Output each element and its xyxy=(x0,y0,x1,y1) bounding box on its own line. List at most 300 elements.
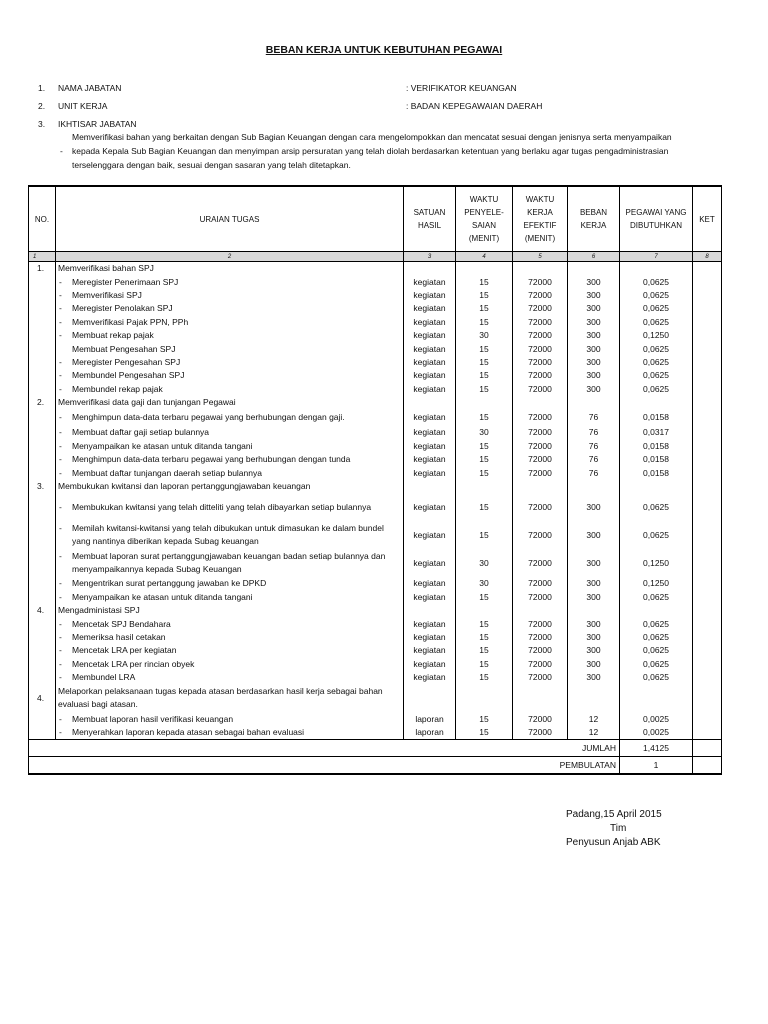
task-text: Mengentrikan surat pertanggung jawaban ke DPKD xyxy=(72,578,267,589)
waktu-cell: 15 xyxy=(456,726,513,740)
satuan-cell: kegiatan xyxy=(404,617,456,630)
satuan-cell: kegiatan xyxy=(404,409,456,426)
task-text: Membuat daftar tunjangan daerah setiap bulannya xyxy=(72,467,262,478)
row-number xyxy=(29,658,56,671)
task-description xyxy=(56,275,404,288)
header-no: NO. xyxy=(29,186,56,252)
pegawai-cell: 0,1250 xyxy=(620,329,693,342)
task-text: Menghimpun data-data terbaru pegawai yang berhubungan dengan gaji. xyxy=(72,412,345,423)
task-text: Memeriksa hasil cetakan xyxy=(72,632,166,642)
table-row xyxy=(29,289,722,302)
task-description xyxy=(56,521,404,549)
task-description xyxy=(56,369,404,382)
waktu-cell xyxy=(456,396,513,409)
beban-cell: 300 xyxy=(568,302,620,315)
beban-cell: 76 xyxy=(568,440,620,453)
header-waktu-penyelesaian: WAKTU PENYELE- SAIAN (MENIT) xyxy=(456,186,513,252)
table-row xyxy=(29,369,722,382)
table-row xyxy=(29,302,722,315)
ket-cell xyxy=(693,671,722,684)
task-dash: - xyxy=(59,370,62,381)
satuan-cell: kegiatan xyxy=(404,302,456,315)
table-row xyxy=(29,684,722,712)
header-beban: BEBAN KERJA xyxy=(568,186,620,252)
row-number xyxy=(29,521,56,549)
beban-cell: 300 xyxy=(568,275,620,288)
jumlah-label: JUMLAH xyxy=(29,740,620,757)
task-dash: - xyxy=(59,316,62,327)
task-description xyxy=(56,631,404,644)
satuan-cell: kegiatan xyxy=(404,369,456,382)
pegawai-cell: 0,1250 xyxy=(620,577,693,590)
efektif-cell: 72000 xyxy=(513,453,568,466)
beban-cell: 300 xyxy=(568,289,620,302)
task-description xyxy=(56,726,404,740)
ket-cell xyxy=(693,549,722,577)
ikhtisar-line: terselenggara dengan baik, sesuai dengan sasaran yang telah ditetapkan. xyxy=(72,160,351,170)
task-text: Mencetak SPJ Bendahara xyxy=(72,618,171,629)
pembulatan-row xyxy=(29,757,722,775)
satuan-cell: kegiatan xyxy=(404,549,456,577)
waktu-cell xyxy=(456,684,513,712)
row-number xyxy=(29,426,56,439)
waktu-cell: 15 xyxy=(456,409,513,426)
waktu-cell: 30 xyxy=(456,426,513,439)
pegawai-cell: 0,0625 xyxy=(620,521,693,549)
table-row xyxy=(29,493,722,521)
task-dash: - xyxy=(59,467,62,478)
efektif-cell: 72000 xyxy=(513,316,568,329)
signature-line: Penyusun Anjab ABK xyxy=(566,837,661,848)
ket-cell xyxy=(693,617,722,630)
table-row xyxy=(29,356,722,369)
task-dash: - xyxy=(59,551,62,562)
satuan-cell: kegiatan xyxy=(404,275,456,288)
task-dash: - xyxy=(59,658,62,669)
waktu-cell: 15 xyxy=(456,342,513,355)
task-description xyxy=(56,577,404,590)
task-dash: - xyxy=(59,591,62,602)
beban-cell: 300 xyxy=(568,549,620,577)
jumlah-row xyxy=(29,740,722,757)
info-value-unit-kerja: : BADAN KEPEGAWAIAN DAERAH xyxy=(406,101,543,111)
task-rows xyxy=(29,262,722,740)
task-description xyxy=(56,289,404,302)
beban-cell: 300 xyxy=(568,329,620,342)
waktu-cell: 15 xyxy=(456,289,513,302)
ket-cell xyxy=(693,275,722,288)
table-row xyxy=(29,329,722,342)
satuan-cell: laporan xyxy=(404,726,456,740)
satuan-cell: kegiatan xyxy=(404,631,456,644)
workload-table xyxy=(28,185,722,775)
task-heading: Mengadministasi SPJ xyxy=(58,605,140,616)
ket-cell xyxy=(693,302,722,315)
task-description xyxy=(56,316,404,329)
table-row xyxy=(29,644,722,657)
beban-cell: 76 xyxy=(568,409,620,426)
beban-cell: 300 xyxy=(568,631,620,644)
waktu-cell: 15 xyxy=(456,302,513,315)
efektif-cell: 72000 xyxy=(513,658,568,671)
table-row xyxy=(29,712,722,725)
row-number xyxy=(29,726,56,740)
pegawai-cell: 0,0158 xyxy=(620,409,693,426)
row-number xyxy=(29,617,56,630)
task-dash: - xyxy=(59,632,62,642)
waktu-cell: 15 xyxy=(456,712,513,725)
row-number xyxy=(29,369,56,382)
efektif-cell: 72000 xyxy=(513,329,568,342)
waktu-cell: 30 xyxy=(456,329,513,342)
efektif-cell xyxy=(513,262,568,276)
satuan-cell: kegiatan xyxy=(404,356,456,369)
table-row xyxy=(29,342,722,355)
satuan-cell: kegiatan xyxy=(404,440,456,453)
satuan-cell xyxy=(404,684,456,712)
task-description xyxy=(56,658,404,671)
efektif-cell: 72000 xyxy=(513,275,568,288)
table-row xyxy=(29,316,722,329)
header-ket: KET xyxy=(693,186,722,252)
pegawai-cell: 0,0625 xyxy=(620,316,693,329)
task-text: Menyerahkan laporan kepada atasan sebagai bahan evaluasi xyxy=(72,726,305,737)
pegawai-cell: 0,0625 xyxy=(620,369,693,382)
pegawai-cell: 0,0625 xyxy=(620,302,693,315)
satuan-cell: laporan xyxy=(404,712,456,725)
ket-cell xyxy=(693,644,722,657)
ket-cell xyxy=(693,369,722,382)
waktu-cell: 15 xyxy=(456,671,513,684)
ket-cell xyxy=(693,409,722,426)
task-text: Membukukan kwitansi yang telah ditteliti yang telah dibayarkan setiap bulannya xyxy=(72,501,372,512)
waktu-cell: 15 xyxy=(456,453,513,466)
task-description xyxy=(56,356,404,369)
task-dash: - xyxy=(59,412,62,423)
pegawai-cell: 0,0158 xyxy=(620,440,693,453)
efektif-cell: 72000 xyxy=(513,289,568,302)
task-dash: - xyxy=(59,330,62,341)
efektif-cell: 72000 xyxy=(513,617,568,630)
row-number xyxy=(29,289,56,302)
pegawai-cell xyxy=(620,684,693,712)
efektif-cell: 72000 xyxy=(513,426,568,439)
beban-cell: 300 xyxy=(568,617,620,630)
task-text: Membundel rekap pajak xyxy=(72,383,163,394)
task-description xyxy=(56,591,404,604)
beban-cell xyxy=(568,684,620,712)
task-description xyxy=(56,644,404,657)
row-number xyxy=(29,316,56,329)
waktu-cell xyxy=(456,604,513,617)
ket-cell xyxy=(693,426,722,439)
task-text: Mencetak LRA per rincian obyek xyxy=(72,658,195,669)
task-description xyxy=(56,262,404,276)
task-heading: Membukukan kwitansi dan laporan pertanggungjawaban keuangan xyxy=(58,481,311,492)
waktu-cell: 15 xyxy=(456,644,513,657)
row-number xyxy=(29,591,56,604)
table-header-row xyxy=(29,186,722,252)
efektif-cell xyxy=(513,396,568,409)
row-number xyxy=(29,356,56,369)
satuan-cell: kegiatan xyxy=(404,329,456,342)
signature-line: Tim xyxy=(610,823,627,834)
document-title: BEBAN KERJA UNTUK KEBUTUHAN PEGAWAI xyxy=(265,44,503,56)
beban-cell: 300 xyxy=(568,356,620,369)
efektif-cell xyxy=(513,684,568,712)
task-dash: - xyxy=(59,713,62,724)
ket-cell xyxy=(693,329,722,342)
satuan-cell: kegiatan xyxy=(404,316,456,329)
ket-cell xyxy=(693,604,722,617)
task-text: Membuat laporan surat pertanggungjawaban keuangan badan setiap bulannya dan menyampaikannya kepada Subag Keuangan xyxy=(72,551,386,575)
task-text: Memverifikasi Pajak PPN, PPh xyxy=(72,316,189,327)
task-heading: Memverifikasi data gaji dan tunjangan Pegawai xyxy=(58,397,236,408)
task-heading: Memverifikasi bahan SPJ xyxy=(58,263,154,274)
waktu-cell: 15 xyxy=(456,275,513,288)
satuan-cell: kegiatan xyxy=(404,453,456,466)
satuan-cell: kegiatan xyxy=(404,671,456,684)
beban-cell: 300 xyxy=(568,577,620,590)
task-description xyxy=(56,549,404,577)
task-text: Meregister Penerimaan SPJ xyxy=(72,276,179,287)
table-row xyxy=(29,426,722,439)
ket-cell xyxy=(693,480,722,493)
info-number: 2. xyxy=(38,101,46,111)
header-pegawai: PEGAWAI YANG DIBUTUHKAN xyxy=(620,186,693,252)
beban-cell: 76 xyxy=(568,466,620,479)
task-dash: - xyxy=(59,356,62,367)
pegawai-cell: 0,0625 xyxy=(620,356,693,369)
waktu-cell: 15 xyxy=(456,591,513,604)
satuan-cell: kegiatan xyxy=(404,521,456,549)
ket-cell xyxy=(693,453,722,466)
beban-cell: 76 xyxy=(568,426,620,439)
header-uraian: URAIAN TUGAS xyxy=(56,186,404,252)
waktu-cell: 30 xyxy=(456,577,513,590)
row-number xyxy=(29,577,56,590)
column-number: 4 xyxy=(456,252,513,262)
pegawai-cell: 0,0158 xyxy=(620,453,693,466)
efektif-cell: 72000 xyxy=(513,466,568,479)
pegawai-cell: 0,0625 xyxy=(620,658,693,671)
task-text: Menyampaikan ke atasan untuk ditanda tangani xyxy=(72,440,253,451)
pegawai-cell: 0,0625 xyxy=(620,342,693,355)
beban-cell: 300 xyxy=(568,383,620,396)
task-dash: - xyxy=(59,726,62,737)
ikhtisar-line: kepada Kepala Sub Bagian Keuangan dan menyimpan arsip persuratan yang telah diolah berdasarkan ketentuan yang berlaku agar tugas pengadministrasian xyxy=(72,146,669,156)
satuan-cell: kegiatan xyxy=(404,493,456,521)
row-number: 4. xyxy=(29,684,56,712)
row-number xyxy=(29,671,56,684)
task-description xyxy=(56,409,404,426)
waktu-cell: 15 xyxy=(456,631,513,644)
column-number: 7 xyxy=(620,252,693,262)
row-number xyxy=(29,466,56,479)
table-row xyxy=(29,453,722,466)
row-number xyxy=(29,302,56,315)
efektif-cell: 72000 xyxy=(513,671,568,684)
pegawai-cell: 0,0625 xyxy=(620,289,693,302)
task-description xyxy=(56,440,404,453)
row-number xyxy=(29,453,56,466)
beban-cell: 12 xyxy=(568,712,620,725)
pegawai-cell: 0,0625 xyxy=(620,275,693,288)
satuan-cell xyxy=(404,604,456,617)
pembulatan-label: PEMBULATAN xyxy=(29,757,620,775)
ket-cell xyxy=(693,631,722,644)
task-text: Menyampaikan ke atasan untuk ditanda tangani xyxy=(72,591,253,602)
ket-cell xyxy=(693,262,722,276)
table-row xyxy=(29,262,722,276)
task-dash: - xyxy=(59,501,62,512)
pegawai-cell xyxy=(620,604,693,617)
task-description xyxy=(56,342,404,355)
task-dash: - xyxy=(59,523,62,534)
row-number xyxy=(29,644,56,657)
table-row xyxy=(29,466,722,479)
row-number xyxy=(29,440,56,453)
task-dash: - xyxy=(59,303,62,314)
beban-cell: 300 xyxy=(568,671,620,684)
row-number: 2. xyxy=(29,396,56,409)
beban-cell: 12 xyxy=(568,726,620,740)
column-number: 3 xyxy=(404,252,456,262)
pegawai-cell: 0,0625 xyxy=(620,644,693,657)
waktu-cell: 15 xyxy=(456,617,513,630)
task-dash: - xyxy=(59,289,62,300)
signature-block xyxy=(566,808,662,850)
pegawai-cell: 0,0317 xyxy=(620,426,693,439)
waktu-cell xyxy=(456,480,513,493)
row-number: 3. xyxy=(29,480,56,493)
header-satuan: SATUAN HASIL xyxy=(404,186,456,252)
satuan-cell: kegiatan xyxy=(404,577,456,590)
satuan-cell xyxy=(404,396,456,409)
task-dash: - xyxy=(59,440,62,451)
efektif-cell: 72000 xyxy=(513,356,568,369)
pegawai-cell: 0,0158 xyxy=(620,466,693,479)
efektif-cell: 72000 xyxy=(513,549,568,577)
task-description xyxy=(56,604,404,617)
pembulatan-value: 1 xyxy=(620,757,693,775)
satuan-cell: kegiatan xyxy=(404,289,456,302)
ket-cell xyxy=(693,684,722,712)
task-description xyxy=(56,712,404,725)
task-text: Membuat daftar gaji setiap bulannya xyxy=(72,427,210,438)
waktu-cell: 15 xyxy=(456,369,513,382)
pegawai-cell: 0,0625 xyxy=(620,631,693,644)
task-text: Meregister Pengesahan SPJ xyxy=(72,356,181,367)
row-number: 4. xyxy=(29,604,56,617)
ikhtisar-dash: - xyxy=(60,146,63,156)
satuan-cell: kegiatan xyxy=(404,342,456,355)
info-number: 1. xyxy=(38,83,46,93)
beban-cell: 300 xyxy=(568,644,620,657)
satuan-cell: kegiatan xyxy=(404,466,456,479)
ket-cell xyxy=(693,712,722,725)
column-number: 2 xyxy=(56,252,404,262)
satuan-cell: kegiatan xyxy=(404,644,456,657)
row-number xyxy=(29,631,56,644)
efektif-cell xyxy=(513,480,568,493)
table-row xyxy=(29,604,722,617)
task-text: Membundel Pengesahan SPJ xyxy=(72,370,185,381)
beban-cell: 300 xyxy=(568,316,620,329)
ket-cell xyxy=(693,356,722,369)
info-value-nama-jabatan: : VERIFIKATOR KEUANGAN xyxy=(406,83,517,93)
row-number xyxy=(29,342,56,355)
table-row xyxy=(29,671,722,684)
row-number xyxy=(29,275,56,288)
efektif-cell: 72000 xyxy=(513,440,568,453)
task-dash: - xyxy=(59,383,62,394)
ket-cell xyxy=(693,342,722,355)
ket-cell xyxy=(693,726,722,740)
efektif-cell xyxy=(513,604,568,617)
task-dash: - xyxy=(59,618,62,629)
waktu-cell: 15 xyxy=(456,493,513,521)
satuan-cell xyxy=(404,262,456,276)
waktu-cell: 15 xyxy=(456,356,513,369)
beban-cell xyxy=(568,604,620,617)
efektif-cell: 72000 xyxy=(513,383,568,396)
efektif-cell: 72000 xyxy=(513,302,568,315)
satuan-cell xyxy=(404,480,456,493)
column-number-row xyxy=(29,252,722,262)
ket-cell xyxy=(693,396,722,409)
ket-cell xyxy=(693,591,722,604)
ikhtisar-text xyxy=(72,130,712,172)
efektif-cell: 72000 xyxy=(513,493,568,521)
task-description xyxy=(56,466,404,479)
info-label-ikhtisar: IKHTISAR JABATAN xyxy=(58,119,137,129)
table-row xyxy=(29,396,722,409)
task-text: Membundel LRA xyxy=(72,672,136,683)
pegawai-cell: 0,0625 xyxy=(620,493,693,521)
task-text: Mencetak LRA per kegiatan xyxy=(72,645,177,656)
task-dash: - xyxy=(59,645,62,656)
table-row xyxy=(29,383,722,396)
efektif-cell: 72000 xyxy=(513,342,568,355)
table-row xyxy=(29,440,722,453)
table-row xyxy=(29,549,722,577)
waktu-cell: 15 xyxy=(456,521,513,549)
ket-cell xyxy=(693,289,722,302)
column-number: 6 xyxy=(568,252,620,262)
efektif-cell: 72000 xyxy=(513,726,568,740)
row-number xyxy=(29,409,56,426)
row-number xyxy=(29,549,56,577)
row-number xyxy=(29,383,56,396)
beban-cell: 76 xyxy=(568,453,620,466)
beban-cell: 300 xyxy=(568,342,620,355)
info-label-unit-kerja: UNIT KERJA xyxy=(58,101,108,111)
pembulatan-ket xyxy=(693,757,722,775)
waktu-cell: 15 xyxy=(456,383,513,396)
beban-cell: 300 xyxy=(568,369,620,382)
beban-cell: 300 xyxy=(568,521,620,549)
table-row xyxy=(29,617,722,630)
efektif-cell: 72000 xyxy=(513,591,568,604)
ket-cell xyxy=(693,316,722,329)
info-number: 3. xyxy=(38,119,46,129)
efektif-cell: 72000 xyxy=(513,577,568,590)
column-number: 5 xyxy=(513,252,568,262)
beban-cell: 300 xyxy=(568,493,620,521)
table-row xyxy=(29,591,722,604)
task-dash: - xyxy=(59,276,62,287)
